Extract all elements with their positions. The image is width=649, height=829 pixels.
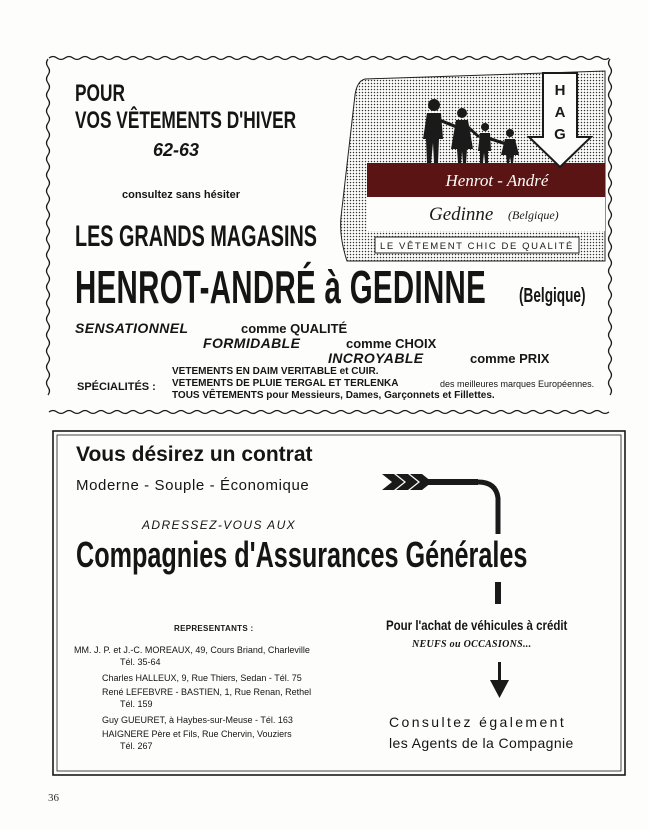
headline-pour: POUR [75,80,125,107]
country-label: (Belgique) [519,285,586,307]
store-name-heading: HENROT-ANDRÉ à GEDINNE [75,261,487,313]
specialite-pluie-note: des meilleures marques Européennes. [440,379,595,389]
neufs-occasions-text: NEUFS ou OCCASIONS... [412,639,532,650]
specialite-daim: VETEMENTS EN DAIM VERITABLE et CUIR. [172,366,379,377]
rep-haignere: HAIGNERE Père et Fils, Rue Chervin, Vouziers [102,729,292,739]
adressez-text: ADRESSEZ-VOUS AUX [142,518,297,532]
down-arrow-icon [490,662,509,698]
rep-moreaux-tel: Tél. 35-64 [120,657,161,667]
logo-town: Gedinne [429,204,494,225]
consultez-line-1: Consultez également [389,714,567,730]
representants-label: REPRESENTANTS : [174,624,254,633]
connector-line-lower [495,582,501,604]
logo-tagline: LE VÊTEMENT CHIC DE QUALITÉ [380,241,574,252]
logo-letter-g: G [554,126,566,143]
specialite-pluie: VETEMENTS DE PLUIE TERGAL ET TERLENKA [172,378,399,389]
rep-lefebvre-tel: Tél. 159 [120,699,153,709]
feather-arrow-icon [382,474,478,490]
grands-magasins-heading: LES GRANDS MAGASINS [75,220,318,253]
henrot-andre-advertisement [45,55,613,415]
slogan-incroyable: INCROYABLE [328,350,424,366]
consult-text: consultez sans hésiter [122,189,240,201]
achat-credit-text: Pour l'achat de véhicules à crédit [386,617,568,633]
slogan-formidable: FORMIDABLE [203,335,301,351]
page-number: 36 [48,792,59,804]
slogan-choix: comme CHOIX [346,336,437,351]
specialite-tous: TOUS VÊTEMENTS pour Messieurs, Dames, Garçonnets et Fillettes. [172,390,495,401]
hag-logo [337,67,609,263]
logo-letter-a: A [554,104,566,121]
assurances-advertisement [52,430,626,776]
connector-line [478,482,498,534]
rep-halleux: Charles HALLEUX, 9, Rue Thiers, Sedan - Tél. 75 [102,673,302,683]
consultez-line-2: les Agents de la Compagnie [389,735,574,751]
slogan-sensationnel: SENSATIONNEL [75,320,189,336]
rep-haignere-tel: Tél. 267 [120,741,153,751]
season-label: 62-63 [153,140,200,160]
slogan-qualite: comme QUALITÉ [241,321,348,336]
contrat-subtitle: Moderne - Souple - Économique [76,477,310,494]
company-name: Compagnies d'Assurances Générales [76,534,528,575]
rep-moreaux: MM. J. P. et J.-C. MOREAUX, 49, Cours Briand, Charleville [74,645,310,655]
logo-country: (Belgique) [508,208,559,222]
logo-brand: Henrot - André [445,171,549,190]
contrat-title: Vous désirez un contrat [76,443,313,466]
rep-lefebvre: René LEFEBVRE - BASTIEN, 1, Rue Renan, Rethel [102,687,312,697]
rep-gueuret: Guy GUEURET, à Haybes-sur-Meuse - Tél. 163 [102,715,293,725]
slogan-prix: comme PRIX [470,351,550,366]
headline-vetements-hiver: VOS VÊTEMENTS D'HIVER [75,107,297,134]
logo-letter-h: H [554,82,566,99]
specialites-label: SPÉCIALITÉS : [77,381,156,393]
